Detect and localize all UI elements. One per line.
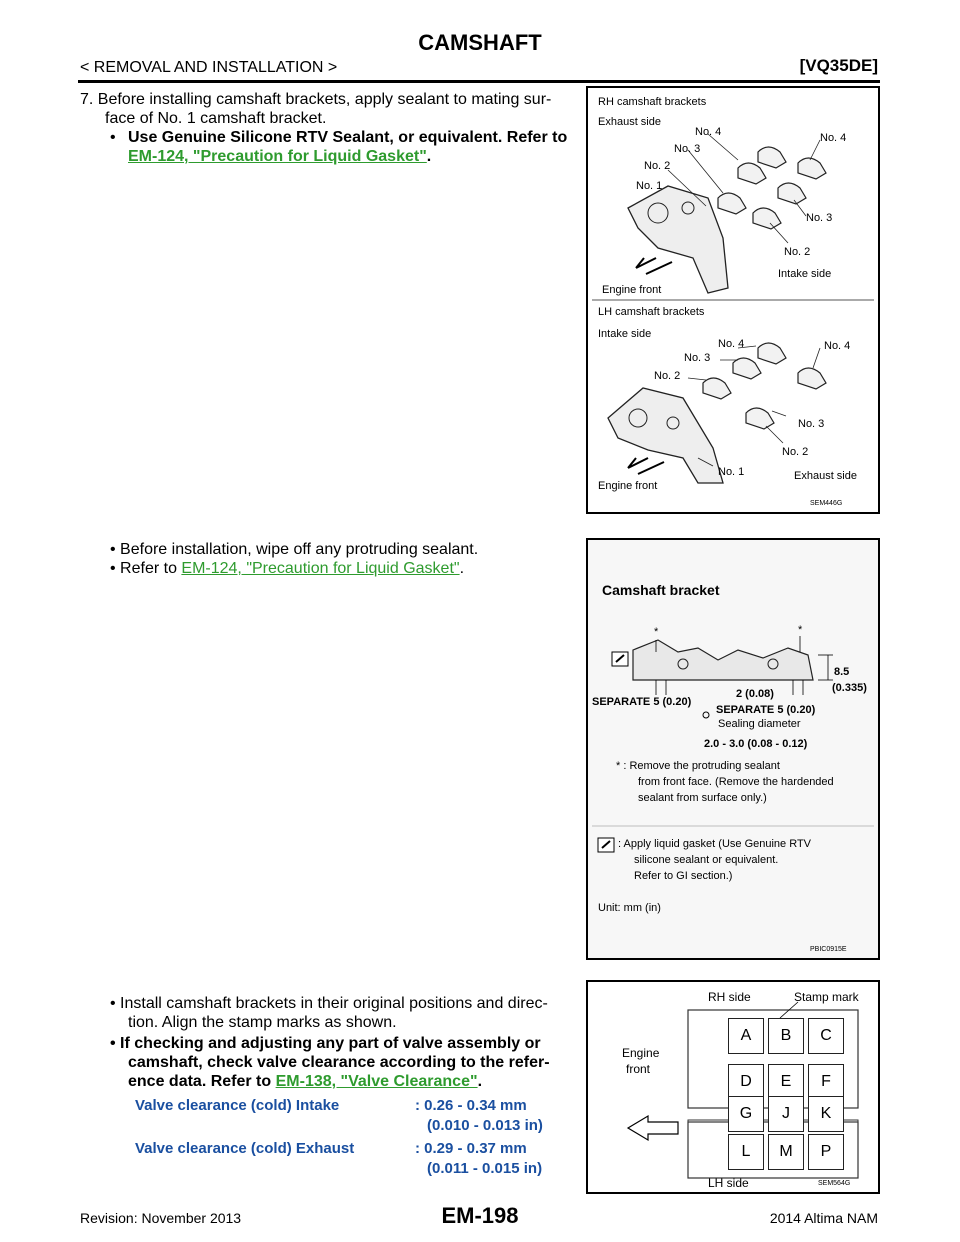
fig1-lh-no1: No. 1: [718, 466, 745, 478]
bullet-refer: [110, 559, 464, 578]
fig1-lh-no2a: No. 2: [654, 370, 681, 382]
link-valve-clearance[interactable]: EM-138, "Valve Clearance": [275, 1073, 478, 1090]
stamp-b: B: [768, 1018, 804, 1054]
fig2-title: Camshaft bracket: [602, 582, 720, 598]
fig2-star-right: *: [798, 624, 803, 636]
fig3-lh-side: LH side: [708, 1176, 749, 1190]
fig1-rh-no2b: No. 2: [784, 246, 811, 258]
engine-variant: [VQ35DE]: [799, 56, 878, 75]
fig2-note2: from front face. (Remove the hardended: [638, 776, 834, 788]
fig1-lh-no3b: No. 3: [798, 418, 825, 430]
stamp-f: F: [808, 1064, 844, 1100]
fig1-lh-title: LH camshaft brackets: [598, 306, 705, 318]
page-title: CAMSHAFT: [418, 30, 542, 55]
revision-date: Revision: November 2013: [80, 1210, 242, 1226]
fig1-engine-front: Engine front: [602, 284, 662, 296]
stamp-l: L: [728, 1134, 764, 1170]
figure-camshaft-brackets: [586, 86, 880, 514]
section-label: < REMOVAL AND INSTALLATION >: [80, 59, 338, 76]
stamp-j: J: [768, 1096, 804, 1132]
figure-stamp-marks: [586, 980, 880, 1194]
fig2-note5: silicone sealant or equivalent.: [634, 854, 779, 866]
fig2-unit: Unit: mm (in): [598, 902, 661, 914]
brackets-drawing: [588, 88, 878, 512]
fig2-code: PBIC0915E: [810, 946, 847, 953]
bullet-check-suffix: .: [477, 1073, 483, 1090]
fig2-star-left: *: [654, 626, 659, 638]
stamp-p: P: [808, 1134, 844, 1170]
bullet-check-l1: • If checking and adjusting any part of valve assembly or: [110, 1035, 541, 1052]
fig2-sep1: SEPARATE 5 (0.20): [592, 696, 692, 708]
bullet-refer-suffix: .: [459, 560, 465, 577]
bullet-check-l3: [128, 1072, 482, 1091]
page-number: EM-198: [441, 1203, 519, 1228]
fig1-lh-no4b: No. 4: [824, 340, 851, 352]
bullet-refer-prefix: • Refer to: [110, 560, 182, 577]
stamp-k: K: [808, 1096, 844, 1132]
step7-line1: 7. Before installing camshaft brackets, apply sealant to mating sur-: [80, 91, 552, 108]
fig1-lh-intake-side: Intake side: [598, 328, 652, 340]
fig1-rh-no3b: No. 3: [806, 212, 833, 224]
fig1-lh-exhaust-side: Exhaust side: [794, 470, 857, 482]
fig1-rh-no4a: No. 4: [695, 126, 722, 138]
bullet-check-l3-prefix: ence data. Refer to: [128, 1073, 276, 1090]
fig2-sep2: SEPARATE 5 (0.20): [716, 704, 816, 716]
fig1-lh-no3a: No. 3: [684, 352, 711, 364]
fig1-intake-side: Intake side: [778, 268, 832, 280]
fig3-code: SEM564G: [818, 1180, 851, 1187]
fig2-dim85in: (0.335): [832, 682, 867, 694]
fig1-code: SEM446G: [810, 500, 843, 507]
vc-intake-value2: (0.010 - 0.013 in): [427, 1117, 543, 1134]
stamp-m: M: [768, 1134, 804, 1170]
stamp-c: C: [808, 1018, 844, 1054]
fig1-rh-no1: No. 1: [636, 180, 663, 192]
bullet-check-l2: camshaft, check valve clearance according to the refer-: [128, 1054, 550, 1071]
step7-link-line: [128, 147, 431, 166]
fig1-lh-no2b: No. 2: [782, 446, 809, 458]
fig2-dim85: 8.5: [834, 666, 850, 678]
vc-exhaust-label: Valve clearance (cold) Exhaust: [135, 1140, 355, 1157]
fig1-exhaust-side: Exhaust side: [598, 116, 661, 128]
step7-bold: Use Genuine Silicone RTV Sealant, or equivalent. Refer to: [128, 129, 568, 146]
link-precaution-liquid-gasket[interactable]: EM-124, "Precaution for Liquid Gasket": [128, 148, 427, 165]
fig3-engine: Engine: [622, 1046, 660, 1060]
fig1-rh-title: RH camshaft brackets: [598, 96, 707, 108]
model-name: 2014 Altima NAM: [769, 1210, 878, 1226]
step7-dot: .: [426, 148, 432, 165]
vc-intake-label: Valve clearance (cold) Intake: [135, 1097, 340, 1114]
fig2-sealing: Sealing diameter: [718, 718, 801, 730]
bullet-install-l2: tion. Align the stamp marks as shown.: [128, 1014, 397, 1031]
step7-bullet: •: [110, 129, 116, 146]
stamp-g: G: [728, 1096, 764, 1132]
fig2-dim2: 2 (0.08): [736, 688, 774, 700]
fig1-lh-no4a: No. 4: [718, 338, 745, 350]
fig3-rh-side: RH side: [708, 990, 751, 1004]
step7-line2: face of No. 1 camshaft bracket.: [105, 110, 327, 127]
fig2-note6: Refer to GI section.): [634, 870, 733, 882]
fig1-rh-no2a: No. 2: [644, 160, 671, 172]
fig3-front: front: [626, 1062, 651, 1076]
bullet-wipe: • Before installation, wipe off any protruding sealant.: [110, 541, 479, 558]
fig2-note1: * : Remove the protruding sealant: [616, 760, 780, 772]
vc-exhaust-value1: : 0.29 - 0.37 mm: [415, 1140, 527, 1157]
stamp-a: A: [728, 1018, 764, 1054]
stamp-e: E: [768, 1064, 804, 1100]
link-precaution-liquid-gasket-2[interactable]: EM-124, "Precaution for Liquid Gasket": [181, 560, 460, 577]
fig2-sealing-val: 2.0 - 3.0 (0.08 - 0.12): [704, 738, 808, 750]
fig3-stamp-mark: Stamp mark: [794, 990, 859, 1004]
fig2-note4: : Apply liquid gasket (Use Genuine RTV: [618, 838, 812, 850]
bullet-install-l1: • Install camshaft brackets in their original positions and direc-: [110, 995, 548, 1012]
fig1-rh-no4b: No. 4: [820, 132, 847, 144]
stamp-d: D: [728, 1064, 764, 1100]
vc-intake-value1: : 0.26 - 0.34 mm: [415, 1097, 527, 1114]
vc-exhaust-value2: (0.011 - 0.015 in): [427, 1160, 543, 1177]
fig1-lh-engine-front: Engine front: [598, 480, 658, 492]
fig2-note3: sealant from surface only.): [638, 792, 767, 804]
fig1-rh-no3a: No. 3: [674, 143, 701, 155]
header-rule: [78, 80, 880, 83]
figure-camshaft-bracket-sealant: [586, 538, 880, 960]
